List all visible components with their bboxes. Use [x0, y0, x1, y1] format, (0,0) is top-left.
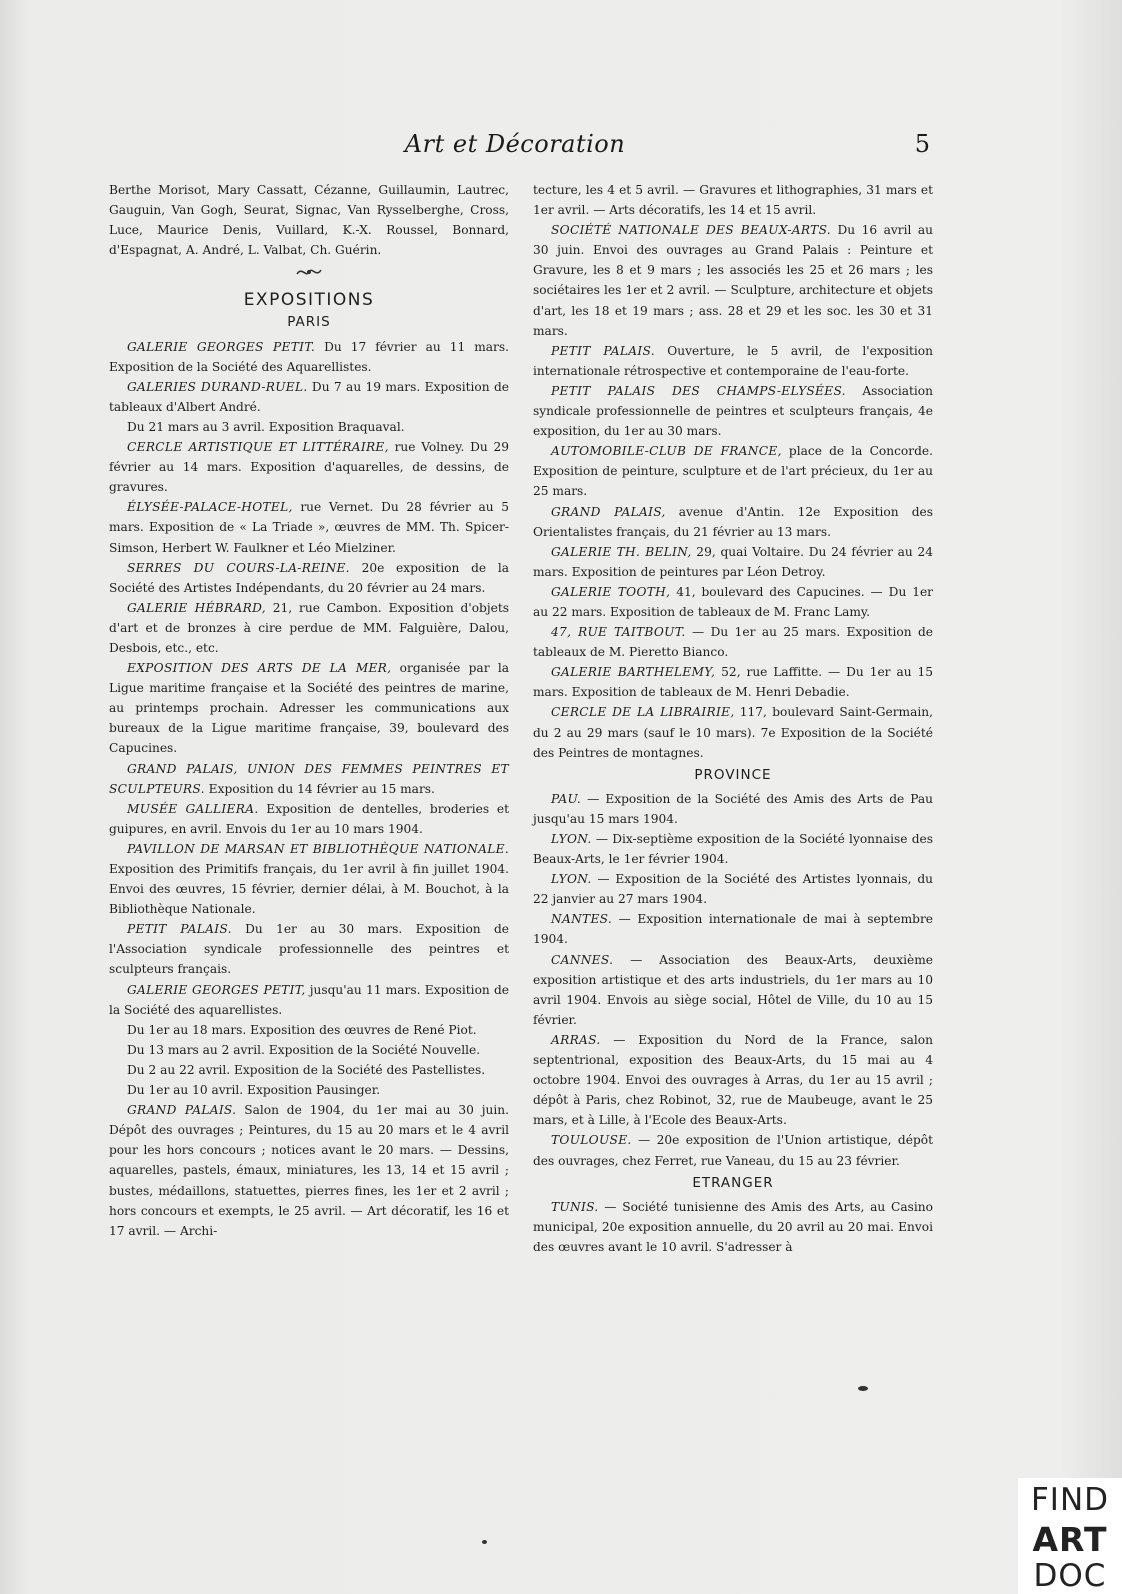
- listing-entry: [109, 980, 509, 1020]
- venue-name: SOCIÉTÉ NATIONALE DES BEAUX-ARTS.: [551, 223, 831, 238]
- journal-title: Art et Décoration: [404, 130, 626, 158]
- entry-details: Salon de 1904, du 1er mai au 30 juin. Dépôt des ouvrages ; Peintures, du 15 au 20 mars et le 4 avril pour les hors concours ; notices avant le 20 mars. — Dessins, aquarelles, pastels, émaux, miniatures, les 13, 14 et 15 avril ; bustes, médaillons, statuettes, pierres fines, les 1er et 2 avril ; hors concours et exempts, le 25 avril. — Art décoratif, les 16 et 17 avril. — Archi-: [109, 1103, 509, 1238]
- listing-entry: [109, 437, 509, 497]
- left-column: [109, 180, 509, 1241]
- entry-details: Du 1er au 30 mars. Exposition de l'Association syndicale professionnelle des peintres et sculpteurs français.: [109, 922, 509, 977]
- listing-entry: Du 2 au 22 avril. Exposition de la Société des Pastellistes.: [127, 1062, 486, 1077]
- venue-name: GALERIE TH. BELIN,: [551, 544, 692, 559]
- entry-details: — Exposition internationale de mai à septembre 1904.: [533, 912, 933, 947]
- entry-details: Exposition de dentelles, broderies et guipures, en avril. Envois du 1er au 10 mars 1904.: [109, 801, 509, 836]
- venue-name: AUTOMOBILE-CLUB DE FRANCE,: [551, 444, 782, 459]
- listing-entry: [533, 220, 933, 341]
- entry-details: rue Vernet. Du 28 février au 5 mars. Exposition de « La Triade », œuvres de MM. Th. Spicer-Simson, Herbert W. Faulkner et Léo Mielziner.: [109, 500, 509, 555]
- entry-details: 117, boulevard Saint-Germain, du 2 au 29 mars (sauf le 10 mars). 7e Exposition de la Société des Peintres de montagnes.: [533, 705, 934, 760]
- listing-entry: [533, 702, 933, 762]
- subsection-title-paris: PARIS: [287, 314, 331, 331]
- entry-details: avenue d'Antin. 12e Exposition des Orientalistes français, du 21 février au 13 mars.: [533, 504, 933, 539]
- subsection-title-etranger: ETRANGER: [692, 1174, 774, 1191]
- listing-entry: [533, 502, 933, 542]
- venue-name: GRAND PALAIS, UNION DES FEMMES PEINTRES ET SCULPTEURS.: [109, 761, 509, 796]
- entry-details: 29, quai Voltaire. Du 24 février au 24 mars. Exposition de peintures par Léon Detroy.: [533, 544, 933, 579]
- entry-details: Exposition des Primitifs français, du 1er avril à fin juillet 1904. Envoi des œuvres, 15 février, dernier délai, à M. Bouchot, à la Bibliothèque Nationale.: [109, 862, 509, 917]
- venue-name: SERRES DU COURS-LA-REINE.: [127, 560, 350, 575]
- venue-name: GALERIE GEORGES PETIT,: [127, 982, 306, 997]
- entry-details: — Du 1er au 25 mars. Exposition de tableaux de M. Pieretto Bianco.: [533, 625, 933, 660]
- venue-name: GALERIE HÉBRARD,: [127, 600, 266, 615]
- listing-entry: [533, 542, 933, 582]
- entry-details: — Exposition de la Société des Amis des Arts de Pau jusqu'au 15 mars 1904.: [533, 791, 933, 826]
- logo-line: ART: [1032, 1520, 1108, 1559]
- entry-details: 41, boulevard des Capucines. — Du 1er au 22 mars. Exposition de tableaux de M. Franc Lamy.: [533, 584, 933, 619]
- entry-details: rue Volney. Du 29 février au 14 mars. Exposition d'aquarelles, de dessins, de gravures.: [109, 440, 509, 495]
- entry-details: — Société tunisienne des Amis des Arts, au Casino municipal, 20e exposition annuelle, du 20 avril au 20 mai. Envoi des œuvres avant le 10 avril. S'adresser à: [533, 1199, 933, 1254]
- venue-name: PETIT PALAIS DES CHAMPS-ELYSÉES.: [551, 383, 846, 398]
- venue-name: 47, RUE TAITBOUT.: [551, 625, 686, 640]
- entry-details: place de la Concorde. Exposition de peinture, sculpture et de l'art précieux, du 1er au 25 mars.: [533, 444, 933, 499]
- venue-name: LYON.: [551, 872, 592, 887]
- listing-entry: [533, 950, 933, 1030]
- listing-entry: [533, 829, 933, 869]
- listing-entry: [533, 909, 933, 949]
- listing-entry: [109, 839, 509, 919]
- findartdoc-watermark-logo: [1018, 1478, 1122, 1594]
- entry-details: jusqu'au 11 mars. Exposition de la Société des aquarellistes.: [109, 982, 510, 1017]
- venue-name: TOULOUSE.: [551, 1133, 632, 1148]
- listing-entry: [109, 497, 509, 557]
- section-title-expositions: EXPOSITIONS: [243, 290, 375, 311]
- venue-name: PAU.: [551, 791, 582, 806]
- listing-entry: [109, 919, 509, 979]
- listing-entry: [533, 441, 933, 501]
- entry-details: — Exposition de la Société des Artistes lyonnais, du 22 janvier au 27 mars 1904.: [533, 872, 933, 907]
- venue-name: PAVILLON DE MARSAN ET BIBLIOTHÈQUE NATIONALE.: [127, 841, 509, 856]
- listing-entry: Du 13 mars au 2 avril. Exposition de la Société Nouvelle.: [127, 1042, 481, 1057]
- listing-entry: [109, 598, 509, 658]
- entry-details: 20e exposition de la Société des Artistes Indépendants, du 20 février au 24 mars.: [109, 560, 509, 595]
- entry-details: — Exposition du Nord de la France, salon septentrional, exposition des Beaux-Arts, du 15 mai au 4 octobre 1904. Envoi des ouvrages à Arras, du 1er au 15 avril ; dépôt à Paris, chez Robinot, 32, rue de Maubeuge, avant le 25 mars, et à Lille, à l'Ecole des Beaux-Arts.: [533, 1032, 933, 1128]
- venue-name: GRAND PALAIS.: [127, 1103, 237, 1118]
- entry-details: Exposition du 14 février au 15 mars.: [204, 781, 435, 796]
- venue-name: GALERIES DURAND-RUEL.: [127, 379, 308, 394]
- listing-entry: Du 1er au 10 avril. Exposition Pausinger.: [127, 1083, 381, 1098]
- page-header: [100, 130, 930, 170]
- logo-line: FIND: [1030, 1482, 1110, 1518]
- listing-entry: [533, 622, 933, 662]
- venue-name: NANTES.: [551, 912, 613, 927]
- listing-entry: Du 21 mars au 3 avril. Exposition Braquaval.: [127, 419, 405, 434]
- venue-name: CERCLE ARTISTIQUE ET LITTÉRAIRE,: [127, 440, 389, 455]
- venue-name: CANNES.: [551, 952, 614, 967]
- listing-entry: [109, 759, 509, 799]
- listing-entry: [533, 1197, 933, 1257]
- logo-line: DOC: [1033, 1558, 1107, 1594]
- listing-entry: [533, 869, 933, 909]
- listing-entry: [533, 662, 933, 702]
- venue-name: MUSÉE GALLIERA.: [127, 801, 259, 816]
- venue-name: GALERIE GEORGES PETIT.: [127, 339, 316, 354]
- listing-entry: [533, 1030, 933, 1130]
- listing-entry: [109, 658, 509, 758]
- entry-details: — Association des Beaux-Arts, deuxième exposition artistique et des arts industriels, du 1er mars au 10 avril 1904. Envois au siège social, Hôtel de Ville, du 10 au 15 février.: [533, 952, 933, 1027]
- entry-details: Ouverture, le 5 avril, de l'exposition internationale rétrospective et contemporaine de l'eau-forte.: [533, 343, 933, 378]
- entry-details: Du 16 avril au 30 juin. Envoi des ouvrages au Grand Palais : Peinture et Gravure, les 8 et 9 mars ; les associés les 25 et 26 mars ; les sociétaires les 1er et 2 avril. — Sculpture, architecture et objets d'art, les 18 et 19 mars ; ass. 28 et 29 et les soc. les 30 et 31 mars.: [533, 223, 933, 338]
- venue-name: PETIT PALAIS.: [551, 343, 655, 358]
- venue-name: GRAND PALAIS,: [551, 504, 666, 519]
- entry-details: 52, rue Laffitte. — Du 1er au 15 mars. Exposition de tableaux de M. Henri Debadie.: [533, 665, 933, 700]
- listing-entry: [533, 381, 933, 441]
- entry-details: — Dix-septième exposition de la Société lyonnaise des Beaux-Arts, le 1er février 1904.: [533, 832, 933, 867]
- page-number: 5: [914, 130, 930, 158]
- listing-entry: [109, 558, 509, 598]
- fleuron-ornament: [109, 262, 509, 284]
- listing-entry: [109, 337, 509, 377]
- ink-speck: [858, 1386, 868, 1391]
- venue-name: GALERIE TOOTH,: [551, 584, 671, 599]
- listing-entry: [109, 377, 509, 417]
- entry-details: — 20e exposition de l'Union artistique, dépôt des ouvrages, chez Ferret, rue Vaneau, du 15 au 23 février.: [533, 1133, 933, 1168]
- listing-entry: [533, 582, 933, 622]
- venue-name: CERCLE DE LA LIBRAIRIE,: [551, 705, 735, 720]
- venue-name: ÉLYSÉE-PALACE-HOTEL,: [127, 500, 293, 515]
- listing-entry: [109, 799, 509, 839]
- listing-continuation: tecture, les 4 et 5 avril. — Gravures et lithographies, 31 mars et 1er avril. — Arts décoratifs, les 14 et 15 avril.: [533, 183, 933, 218]
- subsection-title-province: PROVINCE: [694, 766, 772, 783]
- listing-entry: [533, 1130, 933, 1170]
- listing-entry: [533, 789, 933, 829]
- venue-name: EXPOSITION DES ARTS DE LA MER,: [127, 661, 392, 676]
- ink-speck: [482, 1540, 487, 1544]
- entry-details: organisée par la Ligue maritime française et la Société des peintres de marine, au printemps prochain. Adresser les communications aux bureaux de la Ligue maritime française, 39, boulevard des Capucines.: [109, 661, 509, 756]
- entry-details: Du 17 février au 11 mars. Exposition de la Société des Aquarellistes.: [109, 339, 509, 374]
- entry-details: Du 7 au 19 mars. Exposition de tableaux d'Albert André.: [109, 379, 510, 414]
- artist-list: Berthe Morisot, Mary Cassatt, Cézanne, Guillaumin, Lautrec, Gauguin, Van Gogh, Seurat, Signac, Van Rysselberghe, Cross, Luce, Maurice Denis, Vuillard, K.-X. Roussel, Bonnard, d'Espagnat, A. André, L. Valbat, Ch. Guérin.: [109, 183, 509, 258]
- venue-name: GALERIE BARTHELEMY,: [551, 665, 716, 680]
- entry-details: Association syndicale professionnelle de peintres et sculpteurs français, 4e exposition, du 1er au 30 mars.: [533, 383, 933, 439]
- venue-name: LYON.: [551, 832, 592, 846]
- venue-name: TUNIS.: [551, 1199, 599, 1214]
- venue-name: ARRAS.: [551, 1032, 601, 1047]
- right-column: [533, 180, 933, 1257]
- listing-entry: [109, 1100, 509, 1241]
- entry-details: 21, rue Cambon. Exposition d'objets d'art et de bronzes à cire perdue de MM. Falguière, Dalou, Desbois, etc., etc.: [109, 600, 509, 655]
- listing-entry: [533, 341, 933, 381]
- listing-entry: Du 1er au 18 mars. Exposition des œuvres de René Piot.: [127, 1022, 477, 1037]
- venue-name: PETIT PALAIS.: [127, 922, 232, 937]
